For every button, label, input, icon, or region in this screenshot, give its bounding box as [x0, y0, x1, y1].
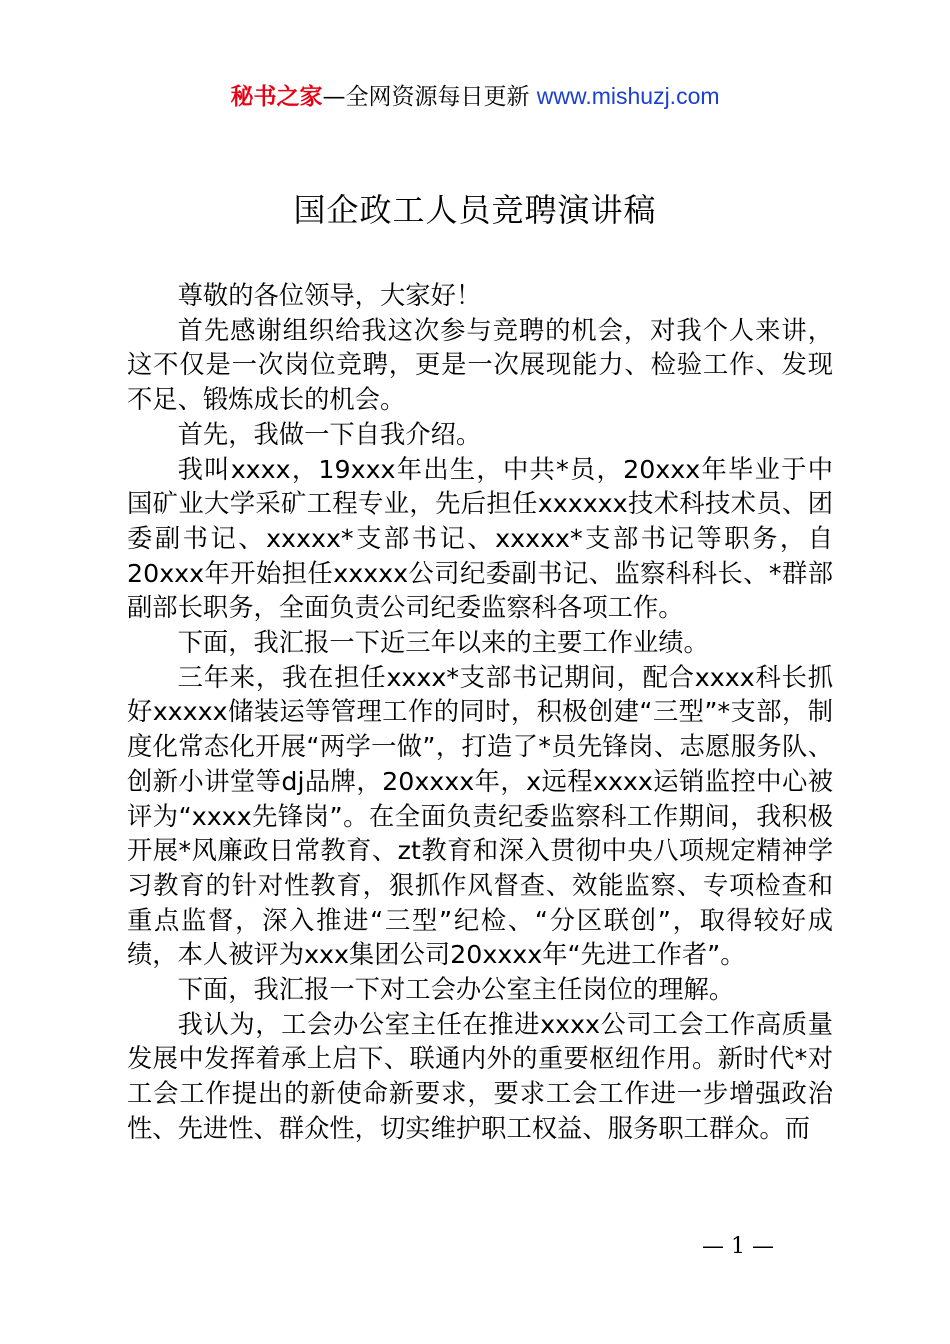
paragraph-achievements: 三年来，我在担任xxxx*支部书记期间，配合xxxx科长抓好xxxxx储装运等管理工作的同时，积极创建“三型”*支部，制度化常态化开展“两学一做”，打造了*员先锋岗、志愿服务队、创新小讲堂等dj品牌，20xxxx年，x远程xxxx运销监控中心被评为“xxxx先锋岗”。在全面负责纪委监察科工作期间，我积极开展*风廉政日常教育、zt教育和深入贯彻中央八项规定精神学习教育的针对性教育，狠抓作风督查、效能监察、专项检查和重点监督，深入推进“三型”纪检、“分区联创”，取得较好成绩，本人被评为xxx集团公司20xxxx年“先进工作者”。 [127, 662, 833, 970]
website-link[interactable]: www.mishuzj.com [536, 83, 720, 109]
document-body [127, 279, 833, 1147]
page-number: — 1 — [702, 1234, 774, 1259]
brand-name: 秘书之家 [230, 84, 323, 110]
document-title: 国企政工人员竞聘演讲稿 [293, 191, 657, 229]
paragraph-self-intro: 我叫xxxx，19xxx年出生，中共*员，20xxx年毕业于中国矿业大学采矿工程专业，先后担任xxxxxx技术科技术员、团委副书记、xxxxx*支部书记、xxxxx*支部书记等职务，自20xxx年开始担任xxxxx公司纪委副书记、监察科科长、*群部副部长职务，全面负责公司纪委监察科各项工作。 [127, 454, 833, 623]
paragraph-intro-heading: 首先，我做一下自我介绍。 [177, 419, 482, 449]
paragraph-understanding-heading: 下面，我汇报一下对工会办公室主任岗位的理解。 [177, 975, 735, 1005]
paragraph-thanks: 首先感谢组织给我这次参与竞聘的机会，对我个人来讲，这不仅是一次岗位竞聘，更是一次展现能力、检验工作、发现不足、锻炼成长的机会。 [127, 315, 833, 415]
paragraph-achievements-heading: 下面，我汇报一下近三年以来的主要工作业绩。 [177, 628, 709, 658]
paragraph-understanding: 我认为，工会办公室主任在推进xxxx公司工会工作高质量发展中发挥着承上启下、联通内外的重要枢纽作用。新时代*对工会工作提出的新使命新要求，要求工会工作进一步增强政治性、先进性、群众性，切实维护职工权益、服务职工群众。而 [127, 1009, 833, 1143]
site-banner [0, 80, 950, 113]
paragraph-greeting: 尊敬的各位领导，大家好！ [177, 281, 482, 310]
banner-slogan: —全网资源每日更新 [322, 84, 530, 110]
